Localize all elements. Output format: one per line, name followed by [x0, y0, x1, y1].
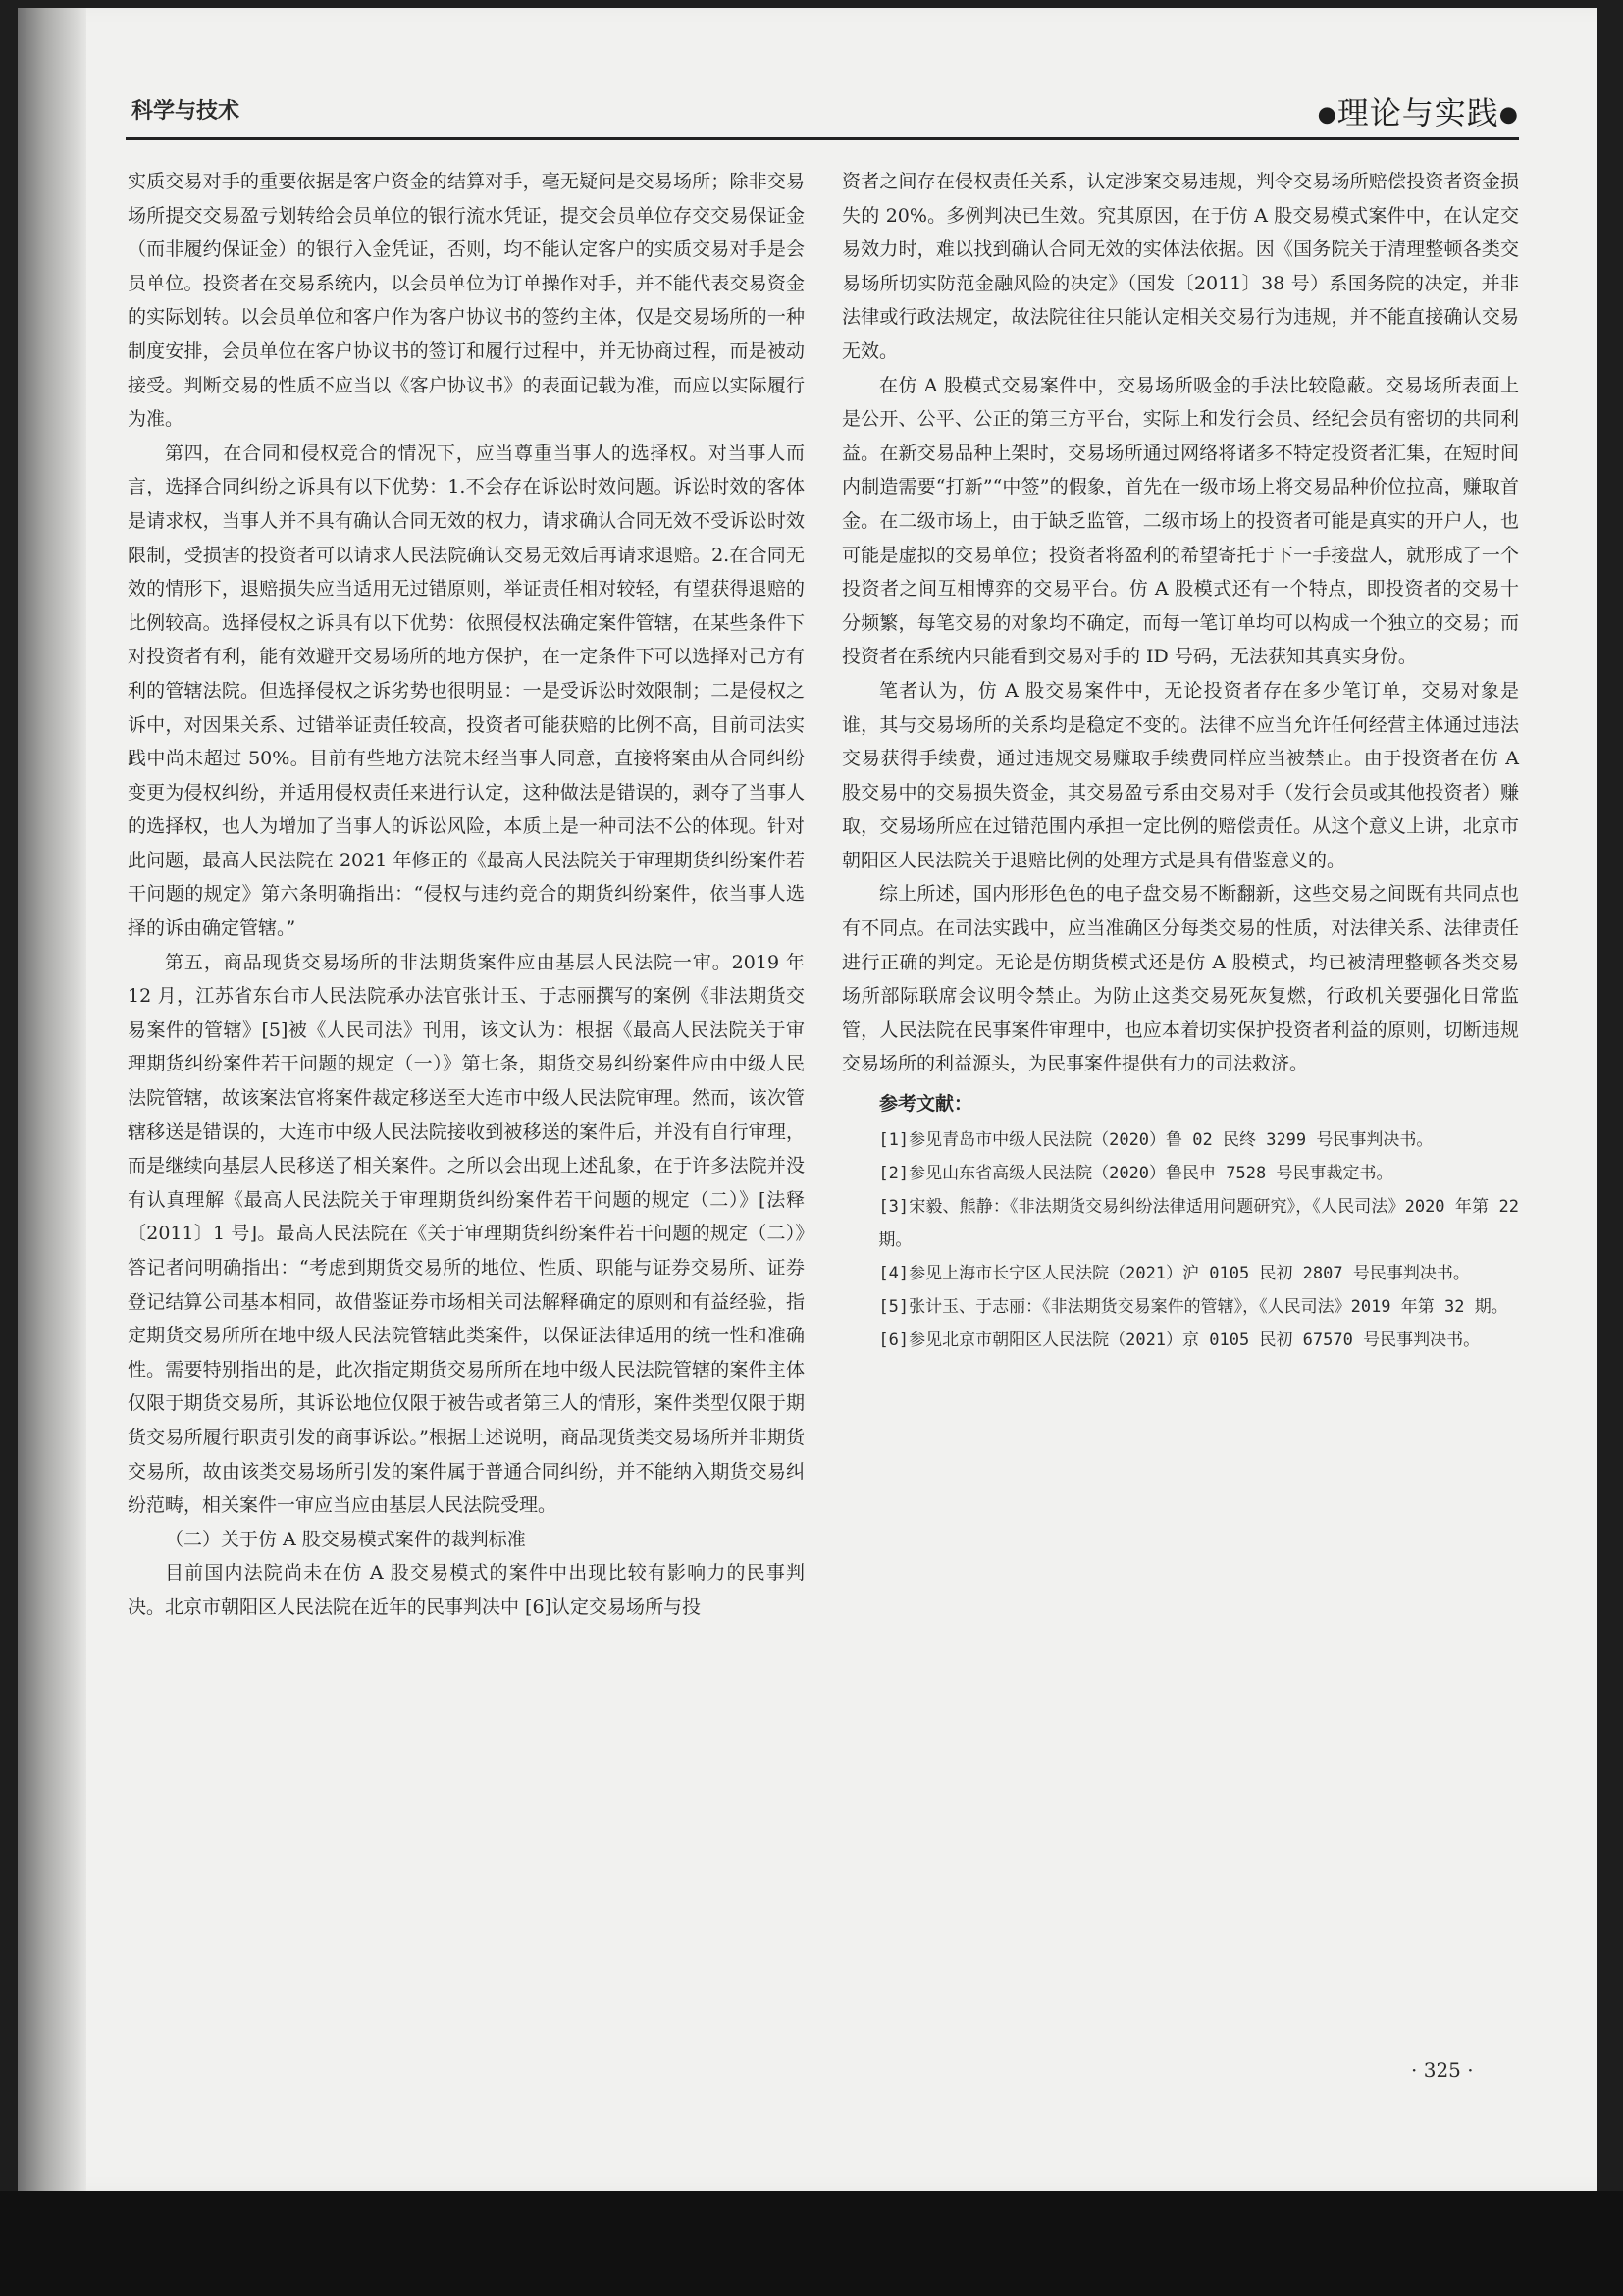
reference-item: [3]宋毅、熊静：《非法期货交易纠纷法律适用问题研究》，《人民司法》2020 年第 22 期。 [878, 1196, 1519, 1250]
references-title: 参考文献： [879, 1093, 973, 1116]
reference-item: [6]参见北京市朝阳区人民法院（2021）京 0105 民初 67570 号民事判决书。 [878, 1330, 1481, 1350]
left-column [128, 165, 805, 1625]
reference-item: [2]参见山东省高级人民法院（2020）鲁民申 7528 号民事裁定书。 [878, 1163, 1393, 1183]
references-list [842, 1123, 1519, 1357]
reference-item: [4]参见上海市长宁区人民法院（2021）沪 0105 民初 2807 号民事判决书。 [878, 1263, 1470, 1283]
reference-item: [1]参见青岛市中级人民法院（2020）鲁 02 民终 3299 号民事判决书。 [878, 1129, 1434, 1150]
subsection-heading: （二）关于仿 A 股交易模式案件的裁判标准 [165, 1528, 526, 1550]
paragraph: 第四，在合同和侵权竞合的情况下，应当尊重当事人的选择权。对当事人而言，选择合同纠纷之诉具有以下优势：1.不会存在诉讼时效问题。诉讼时效的客体是请求权，当事人并不具有确认合同无效的权力，请求确认合同无效不受诉讼时效限制，受损害的投资者可以请求人民法院确认交易无效后再请求退赔。2.在合同无效的情形下，退赔损失应当适用无过错原则，举证责任相对较轻，有望获得退赔的比例较高。选择侵权之诉具有以下优势：依照侵权法确定案件管辖，在某些条件下对投资者有利，能有效避开交易场所的地方保护，在一定条件下可以选择对己方有利的管辖法院。但选择侵权之诉劣势也很明显：一是受诉讼时效限制；二是侵权之诉中，对因果关系、过错举证责任较高，投资者可能获赔的比例不高，目前司法实践中尚未超过 50%。目前有些地方法院未经当事人同意，直接将案由从合同纠纷变更为侵权纠纷，并适用侵权责任来进行认定，这种做法是错误的，剥夺了当事人的选择权，也人为增加了当事人的诉讼风险，本质上是一种司法不公的体现。针对此问题，最高人民法院在 2021 年修正的《最高人民法院关于审理期货纠纷案件若干问题的规定》第六条明确指出：“侵权与违约竞合的期货纠纷案件，依当事人选择的诉由确定管辖。” [128, 442, 805, 940]
paragraph: 目前国内法院尚未在仿 A 股交易模式的案件中出现比较有影响力的民事判决。北京市朝阳区人民法院在近年的民事判决中 [6]认定交易场所与投 [128, 1562, 805, 1618]
paragraph: 综上所述，国内形形色色的电子盘交易不断翻新，这些交易之间既有共同点也有不同点。在司法实践中，应当准确区分每类交易的性质，对法律关系、法律责任进行正确的判定。无论是仿期货模式还是仿 A 股模式，均已被清理整顿各类交易场所部际联席会议明令禁止。为防止这类交易死灰复燃，行政机关要强化日常监管，人民法院在民事案件审理中，也应本着切实保护投资者利益的原则，切断违规交易场所的利益源头，为民事案件提供有力的司法救济。 [842, 883, 1519, 1075]
paragraph: 笔者认为，仿 A 股交易案件中，无论投资者存在多少笔订单，交易对象是谁，其与交易场所的关系均是稳定不变的。法律不应当允许任何经营主体通过违法交易获得手续费，通过违规交易赚取手续费同样应当被禁止。由于投资者在仿 A 股交易中的交易损失资金，其交易盈亏系由交易对手（发行会员或其他投资者）赚取，交易场所应在过错范围内承担一定比例的赔偿责任。从这个意义上讲，北京市朝阳区人民法院关于退赔比例的处理方式是具有借鉴意义的。 [842, 679, 1519, 871]
paragraph: 实质交易对手的重要依据是客户资金的结算对手，毫无疑问是交易场所；除非交易场所提交交易盈亏划转给会员单位的银行流水凭证，提交会员单位存交交易保证金（而非履约保证金）的银行入金凭证，否则，均不能认定客户的实质交易对手是会员单位。投资者在交易系统内，以会员单位为订单操作对手，并不能代表交易资金的实际划转。以会员单位和客户作为客户协议书的签约主体，仅是交易场所的一种制度安排，会员单位在客户协议书的签订和履行过程中，并无协商过程，而是被动接受。判断交易的性质不应当以《客户协议书》的表面记载为准，而应以实际履行为准。 [128, 171, 805, 431]
paragraph: 在仿 A 股模式交易案件中，交易场所吸金的手法比较隐蔽。交易场所表面上是公开、公平、公正的第三方平台，实际上和发行会员、经纪会员有密切的共同利益。在新交易品种上架时，交易场所通过网络将诸多不特定投资者汇集，在短时间内制造需要“打新”“中签”的假象，首先在一级市场上将交易品种价位拉高，赚取首金。在二级市场上，由于缺乏监管，二级市场上的投资者可能是真实的开户人，也可能是虚拟的交易单位；投资者将盈利的希望寄托于下一手接盘人，就形成了一个投资者之间互相博弈的交易平台。仿 A 股模式还有一个特点，即投资者的交易十分频繁，每笔交易的对象均不确定，而每一笔订单均可以构成一个独立的交易；而投资者在系统内只能看到交易对手的 ID 号码，无法获知其真实身份。 [842, 374, 1519, 668]
page-number: · 325 · [1411, 2059, 1474, 2082]
book-spine-shadow [18, 8, 86, 2191]
scan-bottom-edge [0, 2191, 1623, 2296]
paragraph: 第五，商品现货交易场所的非法期货案件应由基层人民法院一审。2019 年 12 月，江苏省东台市人民法院承办法官张计玉、于志丽撰写的案例《非法期货交易案件的管辖》[5]被《人民司法》刊用，该文认为：根据《最高人民法院关于审理期货纠纷案件若干问题的规定（一）》第七条，期货交易纠纷案件应由中级人民法院管辖，故该案法官将案件裁定移送至大连市中级人民法院审理。然而，该次管辖移送是错误的，大连市中级人民法院接收到被移送的案件后，并没有自行审理，而是继续向基层人民移送了相关案件。之所以会出现上述乱象，在于许多法院并没有认真理解《最高人民法院关于审理期货纠纷案件若干问题的规定（二）》[法释〔2011〕1 号]。最高人民法院在《关于审理期货纠纷案件若干问题的规定（二）》答记者问明确指出：“考虑到期货交易所的地位、性质、职能与证券交易所、证券登记结算公司基本相同，故借鉴证券市场相关司法解释确定的原则和有益经验，指定期货交易所所在地中级人民法院管辖此类案件，以保证法律适用的统一性和准确性。需要特别指出的是，此次指定期货交易所所在地中级人民法院管辖的案件主体仅限于期货交易所，其诉讼地位仅限于被告或者第三人的情形，案件类型仅限于期货交易所履行职责引发的商事诉讼。”根据上述说明，商品现货类交易场所并非期货交易所，故由该类交易场所引发的案件属于普通合同纠纷，并不能纳入期货交易纠纷范畴，相关案件一审应当应由基层人民法院受理。 [128, 951, 805, 1517]
section-label-left: 科学与技术 [131, 99, 240, 124]
page-header [126, 90, 1519, 140]
reference-item: [5]张计玉、于志丽：《非法期货交易案件的管辖》，《人民司法》2019 年第 32 期。 [878, 1296, 1508, 1317]
right-column [842, 165, 1519, 1357]
bullet-dot-icon: ● [1317, 102, 1337, 128]
section-label-right-text: 理论与实践 [1336, 94, 1499, 131]
paragraph: 资者之间存在侵权责任关系，认定涉案交易违规，判令交易场所赔偿投资者资金损失的 20%。多例判决已生效。究其原因，在于仿 A 股交易模式案件中，在认定交易效力时，难以找到确认合同无效的实体法依据。因《国务院关于清理整顿各类交易场所切实防范金融风险的决定》（国发〔2011〕38 号）系国务院的决定，并非法律或行政法规定，故法院往往只能认定相关交易行为违规，并不能直接确认交易无效。 [842, 171, 1519, 362]
bullet-dot-icon: ● [1498, 102, 1519, 128]
section-label-right [1318, 88, 1519, 133]
